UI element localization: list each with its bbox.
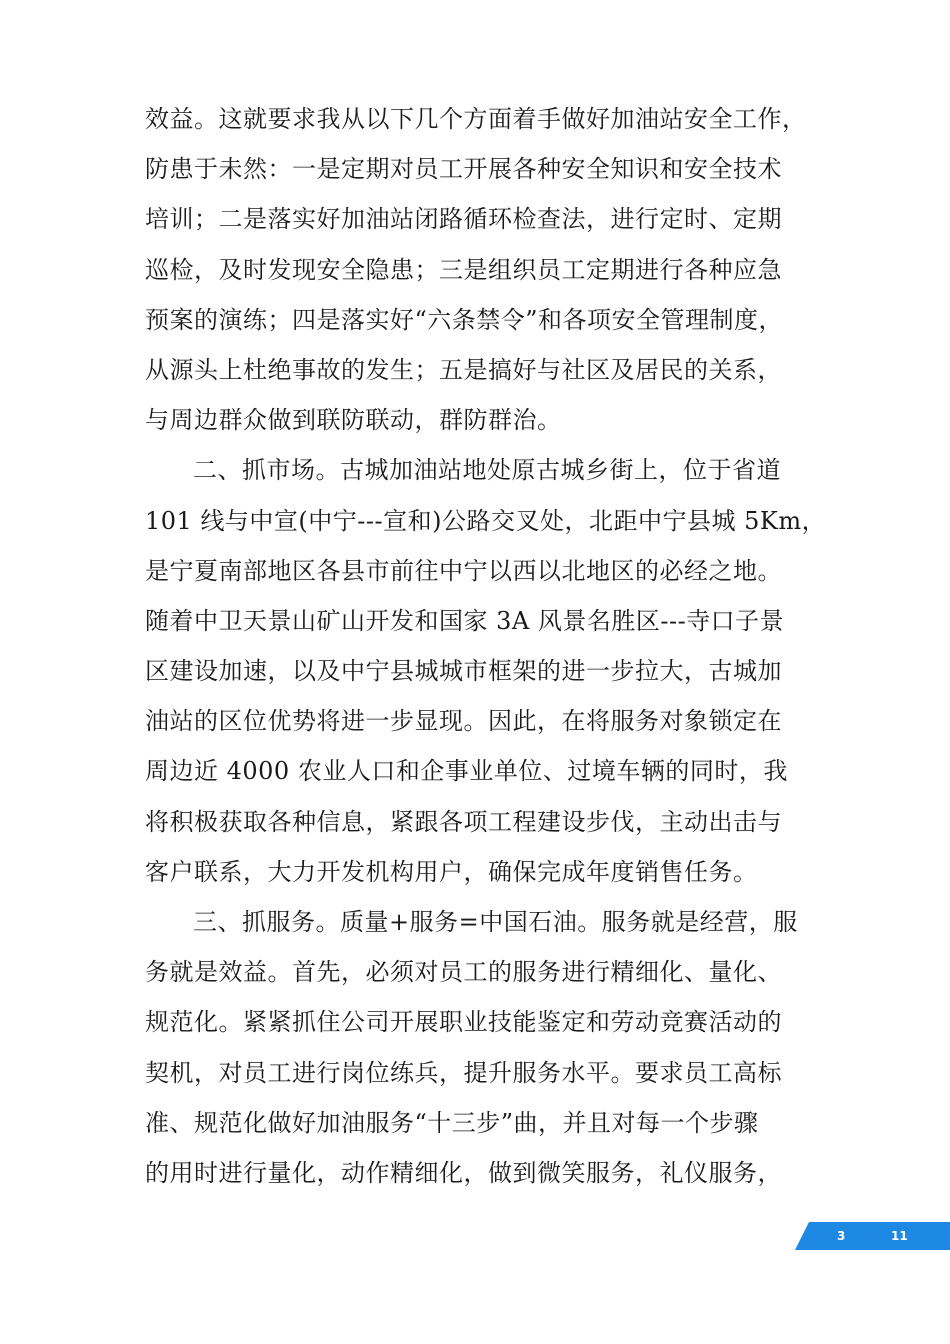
text-line: 巡检，及时发现安全隐患；三是组织员工定期进行各种应急 — [145, 255, 782, 284]
page-number: 3 — [837, 1229, 846, 1243]
text-line: 培训；二是落实好加油站闭路循环检查法，进行定时、定期 — [145, 205, 782, 234]
text-line: 的用时进行量化，动作精细化，做到微笑服务，礼仪服务， — [145, 1158, 782, 1187]
text-line: 务就是效益。首先，必须对员工的服务进行精细化、量化、 — [145, 958, 782, 987]
document-body — [145, 94, 825, 1198]
total-pages: 11 — [891, 1229, 908, 1243]
text-line: 防患于未然：一是定期对员工开展各种安全知识和安全技术 — [145, 155, 782, 184]
text-line: 契机，对员工进行岗位练兵，提升服务水平。要求员工高标 — [145, 1058, 782, 1087]
text-line: 油站的区位优势将进一步显现。因此，在将服务对象锁定在 — [145, 707, 782, 736]
paragraph-start-line: 二、抓市场。古城加油站地处原古城乡街上，位于省道 — [193, 456, 781, 485]
text-line: 周边近 4000 农业人口和企事业单位、过境车辆的同时，我 — [145, 757, 788, 786]
text-line: 预案的演练；四是落实好“六条禁令”和各项安全管理制度， — [145, 305, 784, 334]
text-line: 是宁夏南部地区各县市前往中宁以西以北地区的必经之地。 — [145, 556, 782, 585]
text-line: 从源头上杜绝事故的发生；五是搞好与社区及居民的关系， — [145, 355, 782, 384]
text-line: 效益。这就要求我从以下几个方面着手做好加油站安全工作， — [145, 105, 807, 133]
text-line: 与周边群众做到联防联动，群防群治。 — [145, 406, 562, 435]
text-line: 区建设加速，以及中宁县城城市框架的进一步拉大，古城加 — [145, 657, 782, 686]
text-line: 规范化。紧紧抓住公司开展职业技能鉴定和劳动竞赛活动的 — [145, 1008, 782, 1037]
text-line: 客户联系，大力开发机构用户，确保完成年度销售任务。 — [145, 857, 758, 886]
text-line: 准、规范化做好加油服务“十三步”曲，并且对每一个步骤 — [145, 1108, 759, 1137]
text-line: 随着中卫天景山矿山开发和国家 3A 风景名胜区---寺口子景 — [145, 606, 785, 635]
text-line: 101 线与中宣(中宁---宣和)公路交叉处，北距中宁县城 5Km， — [145, 506, 827, 535]
text-line: 将积极获取各种信息，紧跟各项工程建设步伐，主动出击与 — [145, 807, 782, 836]
paragraph-start-line: 三、抓服务。质量+服务=中国石油。服务就是经营，服 — [193, 908, 798, 936]
page-footer-band — [795, 1222, 950, 1250]
